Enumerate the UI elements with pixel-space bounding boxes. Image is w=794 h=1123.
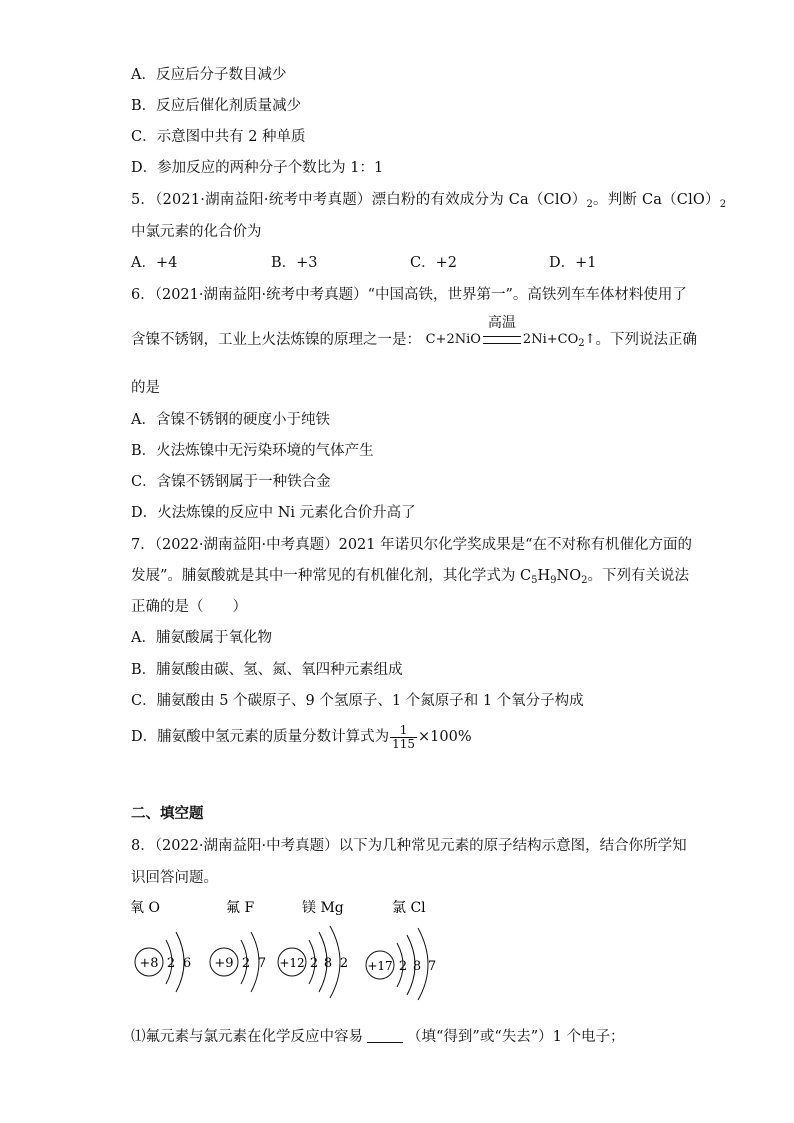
q5-stem-line2: 中氯元素的化合价为 — [131, 224, 262, 240]
atom-fluorine — [210, 900, 266, 992]
atom-magnesium — [278, 900, 348, 998]
q7-stem-line1: 7．（2022·湖南益阳·中考真题）2021 年诺贝尔化学奖成果是“在不对称有机催化方面的 — [131, 537, 693, 553]
electron-shell-count: 7 — [257, 956, 267, 971]
atom-label: 氟 F — [226, 900, 255, 916]
q7-stem-line2: 发展”。脯氨酸就是其中一种常见的有机催化剂，其化学式为 $C_5H_9NO_2$。下列有关说法 — [131, 568, 689, 586]
electron-shell-count: 2 — [309, 956, 319, 971]
section-title-fill-in: 二、填空题 — [131, 805, 204, 822]
q7-option-c: C．脯氨酸由 5 个碳原子、9 个氢原子、1 个氮原子和 1 个氧分子构成 — [131, 693, 584, 709]
electron-shell-count: 7 — [427, 959, 437, 974]
q7-option-d: D．脯氨酸中氢元素的质量分数计算式为 $\frac{1}{115}$ ×100% — [131, 722, 472, 751]
q5-option-d: D．+1 — [549, 255, 597, 271]
nucleus-charge: +9 — [214, 956, 234, 971]
electron-shell-count: 8 — [323, 956, 333, 971]
fraction-1-over-115: $\frac{1}{115}$ — [392, 722, 416, 751]
q5-option-b: B．+3 — [271, 255, 318, 271]
electron-shell-count: 6 — [182, 956, 192, 971]
answer-blank[interactable] — [367, 1028, 403, 1043]
q8-stem-line1: 8．（2022·湖南益阳·中考真题）以下为几种常见元素的原子结构示意图，结合你所学知 — [131, 838, 687, 854]
q7-option-a: A．脯氨酸属于氧化物 — [131, 630, 272, 646]
q6-option-b: B．火法炼镍中无污染环境的气体产生 — [131, 443, 374, 459]
q6-option-d: D．火法炼镍的反应中 Ni 元素化合价升高了 — [131, 505, 416, 521]
nucleus-charge: +17 — [367, 959, 393, 973]
atom-label: 氯 Cl — [392, 900, 426, 916]
q8-subquestion-1: ⑴氟元素与氯元素在化学反应中容易 （填“得到”或“失去”）1 个电子； — [131, 1029, 625, 1045]
q5-option-c: C．+2 — [410, 255, 457, 271]
q6-option-c: C．含镍不锈钢属于一种铁合金 — [131, 474, 331, 490]
atom-oxygen — [130, 900, 191, 992]
electron-shell-count: 2 — [398, 959, 408, 974]
q7-stem-line3: 正确的是（ ） — [131, 599, 247, 615]
q6-stem-line3: 的是 — [131, 380, 160, 396]
q7-option-b: B．脯氨酸由碳、氢、氮、氧四种元素组成 — [131, 662, 403, 678]
atom-label: 氧 O — [130, 900, 160, 916]
q8-stem-line2: 识回答问题。 — [131, 870, 218, 886]
electron-shell-count: 2 — [166, 956, 176, 971]
q4-option-c: C．示意图中共有 2 种单质 — [131, 129, 306, 145]
atom-label: 镁 Mg — [302, 900, 344, 916]
atom-chlorine — [366, 900, 436, 1000]
q6-stem-line1: 6．（2021·湖南益阳·统考中考真题）“中国高铁，世界第一”。高铁列车车体材料使用了 — [131, 287, 687, 303]
electron-shell-count: 2 — [339, 956, 349, 971]
nucleus-charge: +8 — [139, 956, 159, 971]
q4-option-a: A．反应后分子数目减少 — [131, 67, 287, 83]
electron-shell-count: 2 — [241, 956, 251, 971]
q4-option-b: B．反应后催化剂质量减少 — [131, 98, 302, 114]
nucleus-charge: +12 — [279, 956, 305, 970]
atom-structure-diagrams — [120, 892, 460, 1002]
q6-option-a: A．含镍不锈钢的硬度小于纯铁 — [131, 412, 330, 428]
q5-option-a: A．+4 — [131, 255, 178, 271]
q4-option-d: D．参加反应的两种分子个数比为 1：1 — [131, 160, 384, 176]
equation-double-line — [483, 336, 521, 344]
nickel-smelting-equation: C+2NiO 高温 $2Ni+CO_2↑$ — [425, 315, 596, 349]
q6-stem-line2: 含镍不锈钢，工业上火法炼镍的原理之一是： C+2NiO 高温 $2Ni+CO_2↑$。下列说法正确 — [131, 315, 698, 349]
electron-shell-count: 8 — [412, 959, 422, 974]
q5-stem-line1: 5．（2021·湖南益阳·统考中考真题）漂白粉的有效成分为 $Ca(ClO)_2$。判断 $Ca(ClO)_2$ — [131, 192, 727, 210]
